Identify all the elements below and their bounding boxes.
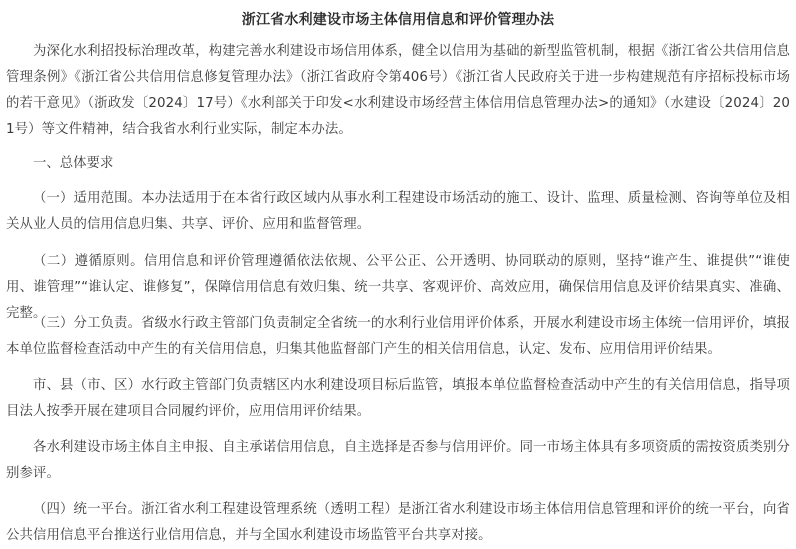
paragraph-city-county-duties: 市、县（市、区）水行政主管部门负责辖区内水利建设项目标后监管，填报本单位监督检查活动中产生的有关信用信息，指导项目法人按季开展在建项目合同履约评价，应用信用评价结果。 xyxy=(6,378,790,419)
paragraph-market-entities: 各水利建设市场主体自主申报、自主承诺信用信息，自主选择是否参与信用评价。同一市场主体具有多项资质的需按资质类别分别参评。 xyxy=(6,440,790,481)
preamble-paragraph: 为深化水利招投标治理改革，构建完善水利建设市场信用体系，健全以信用为基础的新型监管机制，根据《浙江省公共信用信息管理条例》《浙江省公共信用信息修复管理办法》（浙江省政府令第406号）《浙江省人民政府关于进一步构建规范有序招标投标市场的若干意见》（浙政发〔2024〕17号）《水利部关于印发<水利建设市场经营主体信用信息管理办法>的通知》（水建设〔2024〕201号）等文件精神，结合我省水利行业实际，制定本办法。 xyxy=(6,44,790,137)
section-heading-general-requirements: 一、总体要求 xyxy=(33,156,114,171)
document-title: 浙江省水利建设市场主体信用信息和评价管理办法 xyxy=(241,12,555,28)
paragraph-scope: （一）适用范围。本办法适用于在本省行政区域内从事水利工程建设市场活动的施工、设计、监理、质量检测、咨询等单位及相关从业人员的信用信息归集、共享、评价、应用和监督管理。 xyxy=(6,191,790,232)
paragraph-unified-platform: （四）统一平台。浙江省水利工程建设管理系统（透明工程）是浙江省水利建设市场主体信用信息管理和评价的统一平台，向省公共信用信息平台推送行业信用信息，并与全国水利建设市场监管平台共享对接。 xyxy=(6,502,790,543)
paragraph-responsibilities: （三）分工负责。省级水行政主管部门负责制定全省统一的水利行业信用评价体系，开展水利建设市场主体统一信用评价，填报本单位监督检查活动中产生的有关信用信息，归集其他监督部门产生的相关信用信息，认定、发布、应用信用评价结果。 xyxy=(6,316,790,357)
paragraph-principles: （二）遵循原则。信用信息和评价管理遵循依法依规、公平公正、公开透明、协同联动的原则，坚持“谁产生、谁提供”“谁使用、谁管理”“谁认定、谁修复”，保障信用信息有效归集、统一共享、客观评价、高效应用，确保信用信息及评价结果真实、准确、完整。 xyxy=(6,254,790,321)
